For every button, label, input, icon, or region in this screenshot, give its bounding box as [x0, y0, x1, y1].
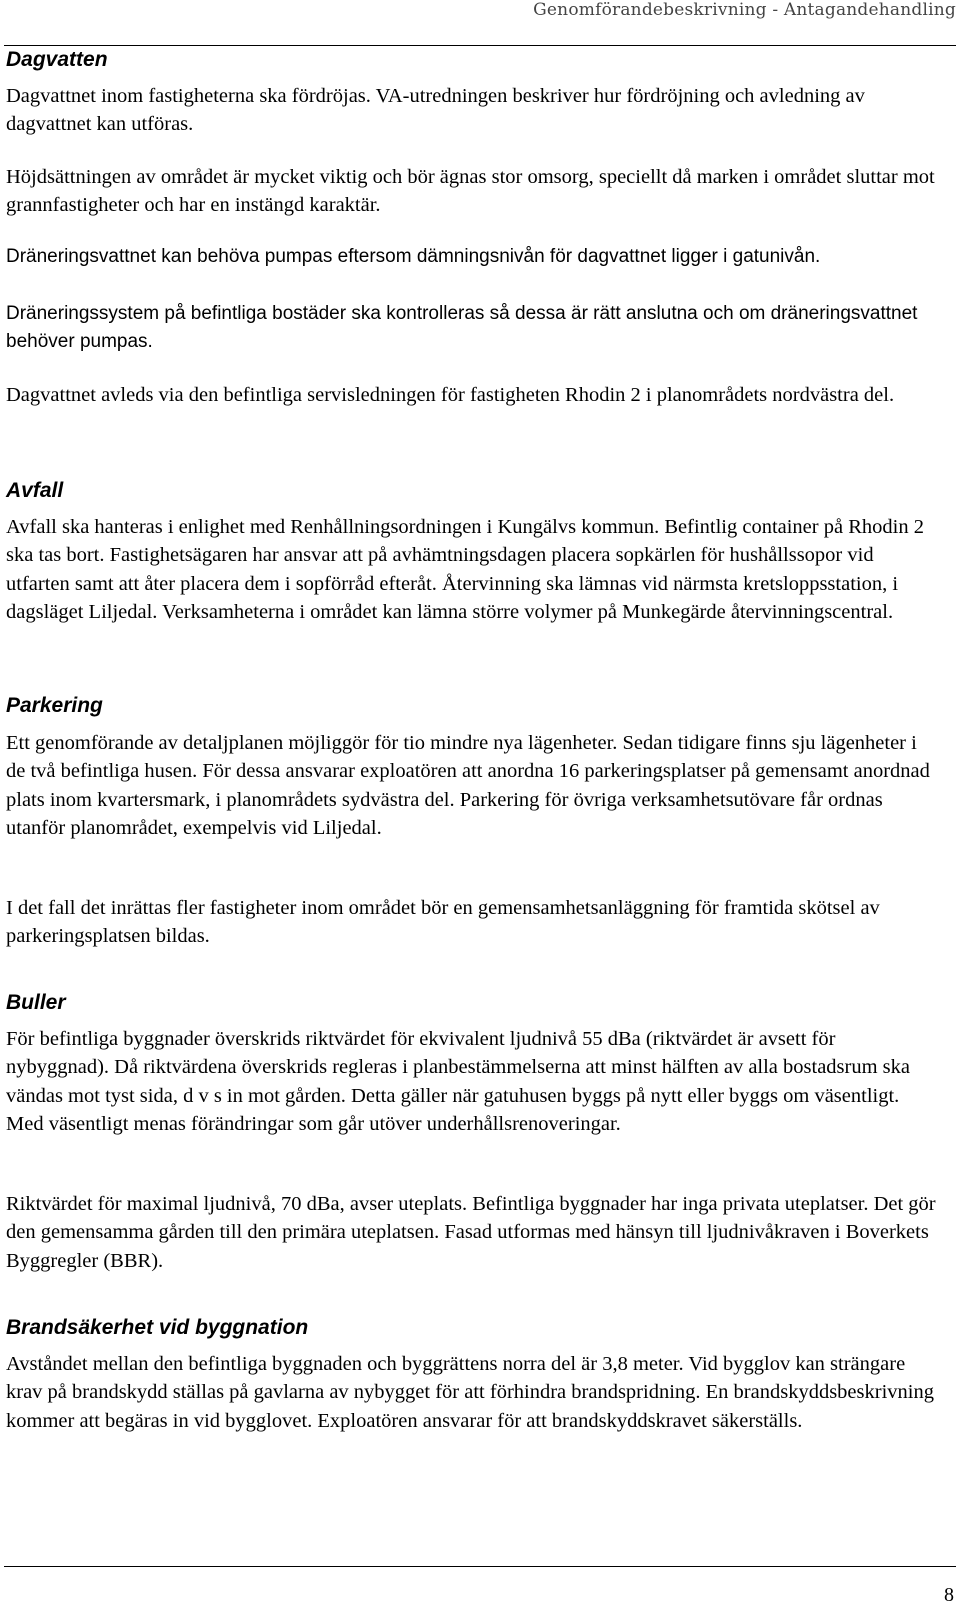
header-rule [4, 45, 956, 46]
running-header: Genomförandebeskrivning - Antagandehandling [533, 0, 956, 20]
paragraph-parkering-1: Ett genomförande av detaljplanen möjliggör för tio mindre nya lägenheter. Sedan tidigare finns sju lägenheter i de två befintliga husen. För dessa ansvarar exploatören att anordna 16 parkeringsplatser på gemensamt anordnad plats inom kvartersmark, i planområdets sydvästra del. Parkering för övriga verksamhetsutövare får ordnas utanför planområdet, exempelvis vid Liljedal. [6, 732, 930, 840]
page-number: 8 [944, 1584, 954, 1606]
paragraph-buller-2: Riktvärdet för maximal ljudnivå, 70 dBa, avser uteplats. Befintliga byggnader har inga privata uteplatser. Det gör den gemensamma gården till den primära uteplatsen. Fasad utformas med hänsyn till ljudnivåkraven i Boverkets Byggregler (BBR). [6, 1193, 936, 1272]
paragraph-parkering-2: I det fall det inrättas fler fastigheter inom området bör en gemensamhetsanläggning för framtida skötsel av parkeringsplatsen bildas. [6, 897, 880, 948]
heading-dagvatten: Dagvatten [6, 48, 108, 71]
paragraph-dagvatten-2: Höjdsättningen av området är mycket viktig och bör ägnas stor omsorg, speciellt då marken i området sluttar mot grannfastigheter och har en instängd karaktär. [6, 166, 935, 217]
paragraph-dagvatten-3: Dräneringsvattnet kan behöva pumpas eftersom dämningsnivån för dagvattnet ligger i gatunivån. [6, 246, 821, 267]
heading-parkering: Parkering [6, 694, 103, 717]
paragraph-buller-1: För befintliga byggnader överskrids riktvärdet för ekvivalent ljudnivå 55 dBa (riktvärdet är avsett för nybyggnad). Då riktvärdena överskrids regleras i planbestämmelserna att minst hälften av alla bostadsrum ska vändas mot tyst sida, d v s in mot gården. Detta gäller när gatuhusen byggs på nytt eller byggs om väsentligt. Med väsentligt menas förändringar som går utöver underhållsrenoveringar. [6, 1028, 911, 1136]
heading-avfall: Avfall [6, 479, 64, 502]
paragraph-dagvatten-1: Dagvattnet inom fastigheterna ska fördröjas. VA-utredningen beskriver hur fördröjning och avledning av dagvattnet kan utföras. [6, 85, 865, 136]
paragraph-avfall-1: Avfall ska hanteras i enlighet med Renhållningsordningen i Kungälvs kommun. Befintlig container på Rhodin 2 ska tas bort. Fastighetsägaren har ansvar att på avhämtningsdagen placera sopkärlen för hushållssopor vid utfarten samt att åter placera dem i sopförråd efteråt. Återvinning ska lämnas vid närmsta kretsloppsstation, i dagsläget Liljedal. Verksamheterna i området kan lämna större volymer på Munkegärde återvinningscentral. [6, 516, 924, 624]
footer-rule [4, 1566, 956, 1567]
heading-brandsakerhet: Brandsäkerhet vid byggnation [6, 1316, 309, 1339]
paragraph-dagvatten-5: Dagvattnet avleds via den befintliga servisledningen för fastigheten Rhodin 2 i planområdets nordvästra del. [6, 384, 895, 406]
paragraph-brandsakerhet-1: Avståndet mellan den befintliga byggnaden och byggrättens norra del är 3,8 meter. Vid bygglov kan strängare krav på brandskydd ställas på gavlarna av nybygget för att förhindra brandspridning. En brandskyddsbeskrivning kommer att begäras in vid bygglovet. Exploatören ansvarar för att brandskyddskravet säkerställs. [6, 1353, 934, 1432]
paragraph-dagvatten-4: Dräneringssystem på befintliga bostäder ska kontrolleras så dessa är rätt anslutna och om dräneringsvattnet behöver pumpas. [6, 303, 918, 352]
heading-buller: Buller [6, 991, 66, 1014]
